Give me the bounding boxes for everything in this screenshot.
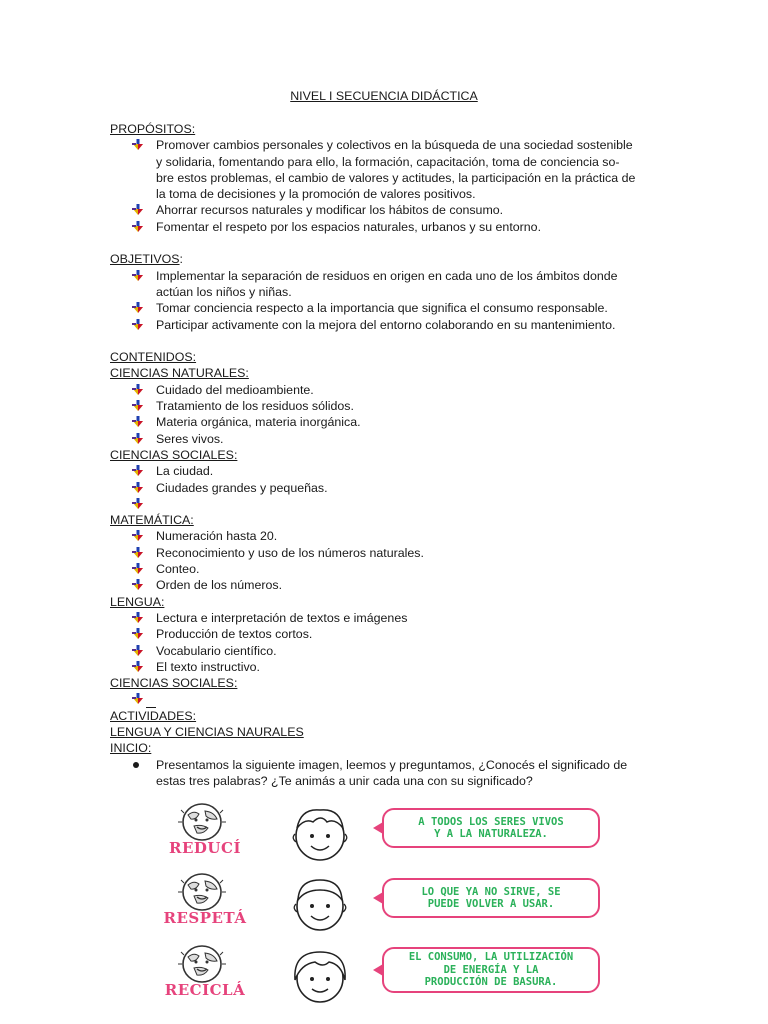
objetivos-heading: OBJETIVOS (110, 252, 180, 267)
inicio-list (110, 757, 670, 790)
actividades-subheading: LENGUA Y CIENCIAS NAURALES (110, 724, 304, 739)
list-item: Implementar la separación de residuos en origen en cada uno de los ámbitos donde actúan los niños y niñas. (110, 268, 670, 301)
list-item: Cuidado del medioambiente. (110, 382, 670, 398)
list-item: Promover cambios personales y colectivos en la búsqueda de una sociedad sostenible y solidaria, fomentando para ello, la formación, capacitación, toma de conciencia so- bre estos problemas, el cambio de valores y actitudes, la participación en la práctica de la toma de decisiones y la promoción de valores positivos. (110, 137, 670, 202)
propositos-heading: PROPÓSITOS: (110, 122, 196, 136)
list-item (110, 496, 670, 512)
list-item: Conteo. (110, 561, 670, 577)
word-respeta: RESPETÁ (163, 909, 247, 927)
ciencias-sociales-2-heading: CIENCIAS SOCIALES: (110, 676, 238, 691)
inicio-heading: INICIO: (110, 741, 152, 756)
list-item: Numeración hasta 20. (110, 528, 670, 544)
blank-line (146, 695, 156, 708)
arrow-bullet-icon (132, 204, 144, 216)
ciencias-naturales-list (110, 382, 670, 447)
list-item: Ahorrar recursos naturales y modificar los hábitos de consumo. (110, 202, 670, 218)
list-item: Materia orgánica, materia inorgánica. (110, 414, 670, 430)
meaning-bubble: A TODOS LOS SERES VIVOS Y A LA NATURALEZA. (382, 808, 600, 848)
arrow-bullet-icon (132, 645, 144, 657)
child-face-icon (285, 872, 355, 934)
matematica-list (110, 528, 670, 593)
list-item: Ciudades grandes y pequeñas. (110, 480, 670, 496)
arrow-bullet-icon (132, 661, 144, 673)
list-item (110, 691, 670, 707)
meaning-bubble: LO QUE YA NO SIRVE, SE PUEDE VOLVER A USAR. (382, 878, 600, 918)
earth-globe-icon (172, 802, 232, 842)
contenidos-heading: CONTENIDOS: (110, 350, 197, 365)
arrow-bullet-icon (132, 270, 144, 282)
arrow-bullet-icon (132, 384, 144, 396)
list-item: Tratamiento de los residuos sólidos. (110, 398, 670, 414)
matematica-heading: MATEMÁTICA: (110, 513, 194, 528)
arrow-bullet-icon (132, 498, 144, 510)
list-item: Fomentar el respeto por los espacios naturales, urbanos y su entorno. (110, 219, 670, 235)
actividades-heading: ACTIVIDADES: (110, 708, 197, 723)
arrow-bullet-icon (132, 547, 144, 559)
arrow-bullet-icon (132, 530, 144, 542)
list-item: Reconocimiento y uso de los números naturales. (110, 545, 670, 561)
arrow-bullet-icon (132, 139, 144, 151)
objetivos-heading-row: OBJETIVOS: (110, 252, 183, 267)
arrow-bullet-icon (132, 433, 144, 445)
page-title: NIVEL I SECUENCIA DIDÁCTICA (290, 89, 478, 103)
ciencias-sociales-2-list (110, 691, 670, 707)
illustration-row (160, 944, 610, 1004)
lengua-list (110, 610, 670, 675)
bullet-dot-icon (133, 762, 139, 768)
arrow-bullet-icon (132, 579, 144, 591)
ciencias-naturales-heading: CIENCIAS NATURALES: (110, 366, 249, 381)
arrow-bullet-icon (132, 416, 144, 428)
matching-illustration (160, 802, 610, 1007)
arrow-bullet-icon (132, 693, 144, 705)
arrow-bullet-icon (132, 400, 144, 412)
arrow-bullet-icon (132, 302, 144, 314)
list-item: Orden de los números. (110, 577, 670, 593)
word-reduci: REDUCÍ (169, 839, 241, 857)
ciencias-sociales-list (110, 463, 670, 512)
ciencias-sociales-heading: CIENCIAS SOCIALES: (110, 447, 238, 462)
child-face-icon (285, 944, 355, 1006)
list-item: Presentamos la siguiente imagen, leemos y preguntamos, ¿Conocés el significado de estas tres palabras? ¿Te animás a unir cada una con su significado? (110, 757, 670, 790)
arrow-bullet-icon (132, 628, 144, 640)
illustration-row (160, 802, 610, 862)
document-content (110, 121, 670, 789)
child-face-icon (285, 802, 355, 864)
list-item: Vocabulario científico. (110, 643, 670, 659)
list-item: Lectura e interpretación de textos e imágenes (110, 610, 670, 626)
list-item: El texto instructivo. (110, 659, 670, 675)
lengua-heading: LENGUA: (110, 594, 165, 609)
arrow-bullet-icon (132, 612, 144, 624)
arrow-bullet-icon (132, 482, 144, 494)
list-item: Participar activamente con la mejora del entorno colaborando en su mantenimiento. (110, 317, 670, 333)
list-item: La ciudad. (110, 463, 670, 479)
earth-globe-icon (172, 872, 232, 912)
arrow-bullet-icon (132, 221, 144, 233)
list-item: Producción de textos cortos. (110, 626, 670, 642)
word-recicla: RECICLÁ (164, 981, 246, 999)
earth-globe-icon (172, 944, 232, 984)
arrow-bullet-icon (132, 465, 144, 477)
meaning-bubble: EL CONSUMO, LA UTILIZACIÓN DE ENERGÍA Y LA PRODUCCIÓN DE BASURA. (382, 947, 600, 993)
arrow-bullet-icon (132, 563, 144, 575)
objetivos-list (110, 268, 670, 333)
arrow-bullet-icon (132, 319, 144, 331)
propositos-list (110, 137, 670, 235)
list-item: Seres vivos. (110, 431, 670, 447)
illustration-row (160, 872, 610, 932)
list-item: Tomar conciencia respecto a la importancia que significa el consumo responsable. (110, 300, 670, 316)
